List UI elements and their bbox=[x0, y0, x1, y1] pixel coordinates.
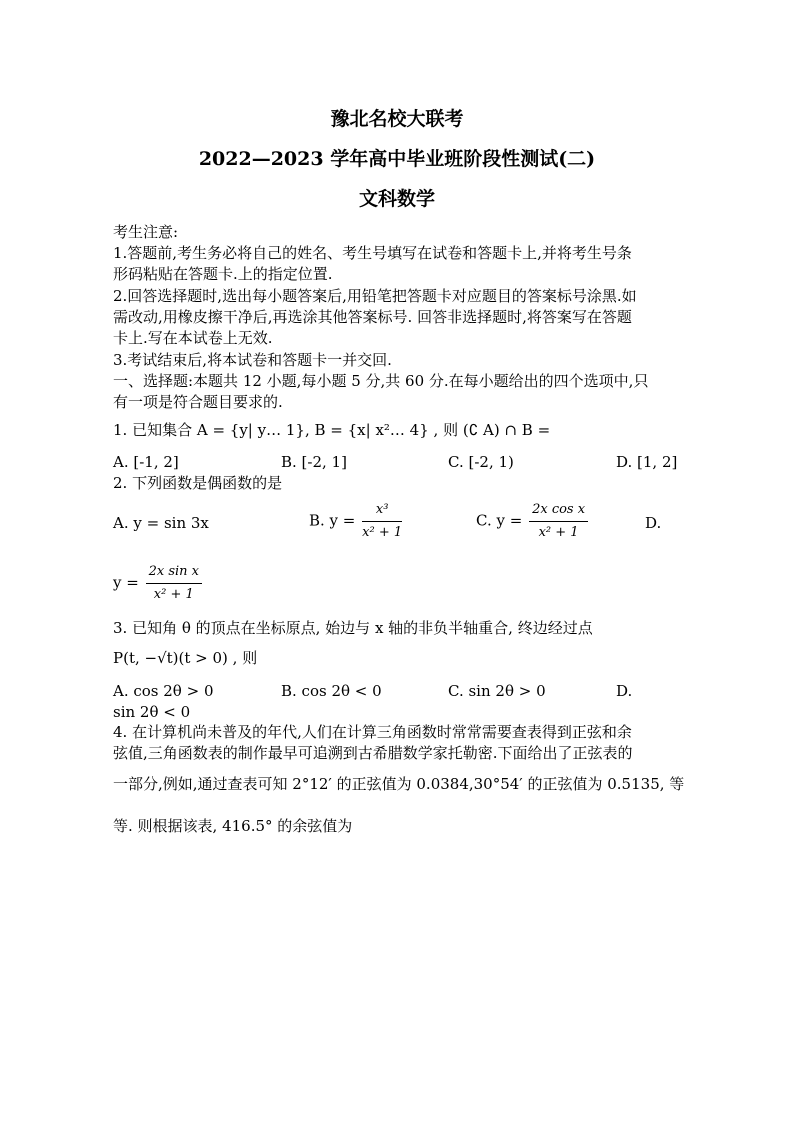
q1-option-a: A. [-1, 2] bbox=[113, 453, 179, 471]
q2-option-d bbox=[113, 562, 204, 605]
q3-option-c: C. sin 2θ > 0 bbox=[448, 682, 546, 700]
q3-option-d: sin 2θ < 0 bbox=[113, 703, 191, 721]
q2-option-d-fraction bbox=[146, 562, 202, 605]
notice-heading: 考生注意: bbox=[113, 223, 179, 241]
q4-line-4: 等. 则根据该表, 416.5° 的余弦值为 bbox=[113, 817, 353, 835]
q3-stem-2: P(t, −√t)(t > 0) , 则 bbox=[113, 649, 258, 667]
q4-line-3: 一部分,例如,通过查表可知 2°12′ 的正弦值为 0.0384,30°54′ 的正弦值为 0.5135, 等 bbox=[113, 775, 685, 793]
q3-stem-1: 3. 已知角 θ 的顶点在坐标原点, 始边与 x 轴的非负半轴重合, 终边经过点 bbox=[113, 619, 593, 637]
q2-option-c bbox=[476, 500, 590, 543]
q2-option-d-label: D. bbox=[645, 514, 662, 532]
q1-option-d: D. [1, 2] bbox=[616, 453, 678, 471]
notice-line-1: 1.答题前,考生务必将自己的姓名、考生号填写在试卷和答题卡上,并将考生号条 bbox=[113, 244, 632, 262]
exam-org-title: 豫北名校大联考 bbox=[330, 108, 464, 130]
q3-option-a: A. cos 2θ > 0 bbox=[113, 682, 214, 700]
q1-option-c: C. [-2, 1) bbox=[448, 453, 514, 471]
q2-option-d-denominator: x² + 1 bbox=[153, 587, 194, 602]
q2-option-c-numerator: 2x cos x bbox=[529, 500, 588, 522]
q2-stem: 2. 下列函数是偶函数的是 bbox=[113, 474, 283, 492]
q2-option-b bbox=[309, 500, 404, 543]
q2-option-b-numerator: x³ bbox=[362, 500, 402, 522]
q4-line-2: 弦值,三角函数表的制作最早可追溯到古希腊数学家托勒密.下面给出了正弦表的 bbox=[113, 744, 633, 762]
q2-option-c-denominator: x² + 1 bbox=[538, 525, 579, 540]
notice-line-3: 2.回答选择题时,选出每小题答案后,用铅笔把答题卡对应题目的答案标号涂黑.如 bbox=[113, 287, 637, 305]
q2-option-b-denominator: x² + 1 bbox=[362, 525, 403, 540]
q3-option-d-label: D. bbox=[616, 682, 633, 700]
q2-option-b-label: B. y = bbox=[309, 511, 356, 530]
section-instruction-2: 有一项是符合题目要求的. bbox=[113, 393, 283, 411]
notice-line-2: 形码粘贴在答题卡.上的指定位置. bbox=[113, 265, 333, 283]
q4-line-1: 4. 在计算机尚未普及的年代,人们在计算三角函数时常常需要查表得到正弦和余 bbox=[113, 723, 632, 741]
q1-option-b: B. [-2, 1] bbox=[281, 453, 347, 471]
q2-option-d-y: y = bbox=[113, 573, 139, 592]
notice-line-6: 3.考试结束后,将本试卷和答题卡一并交回. bbox=[113, 351, 392, 369]
q2-option-a: A. y = sin 3x bbox=[113, 514, 209, 532]
notice-line-5: 卡上.写在本试卷上无效. bbox=[113, 329, 273, 347]
q2-option-c-fraction bbox=[529, 500, 588, 543]
exam-term-title: 2022—2023 学年高中毕业班阶段性测试(二) bbox=[198, 148, 596, 170]
q1-stem: 1. 已知集合 A = {y| y… 1}, B = {x| x²… 4} , 则 (∁ A) ∩ B = bbox=[113, 421, 551, 439]
q2-option-c-label: C. y = bbox=[476, 511, 523, 530]
exam-subject-title: 文科数学 bbox=[358, 188, 435, 210]
notice-line-4: 需改动,用橡皮擦干净后,再选涂其他答案标号. 回答非选择题时,将答案写在答题 bbox=[113, 308, 632, 326]
q2-option-b-fraction bbox=[362, 500, 402, 543]
q3-option-b: B. cos 2θ < 0 bbox=[281, 682, 382, 700]
q2-option-d-numerator: 2x sin x bbox=[146, 562, 202, 584]
section-instruction-1: 一、选择题:本题共 12 小题,每小题 5 分,共 60 分.在每小题给出的四个选项中,只 bbox=[113, 372, 649, 390]
